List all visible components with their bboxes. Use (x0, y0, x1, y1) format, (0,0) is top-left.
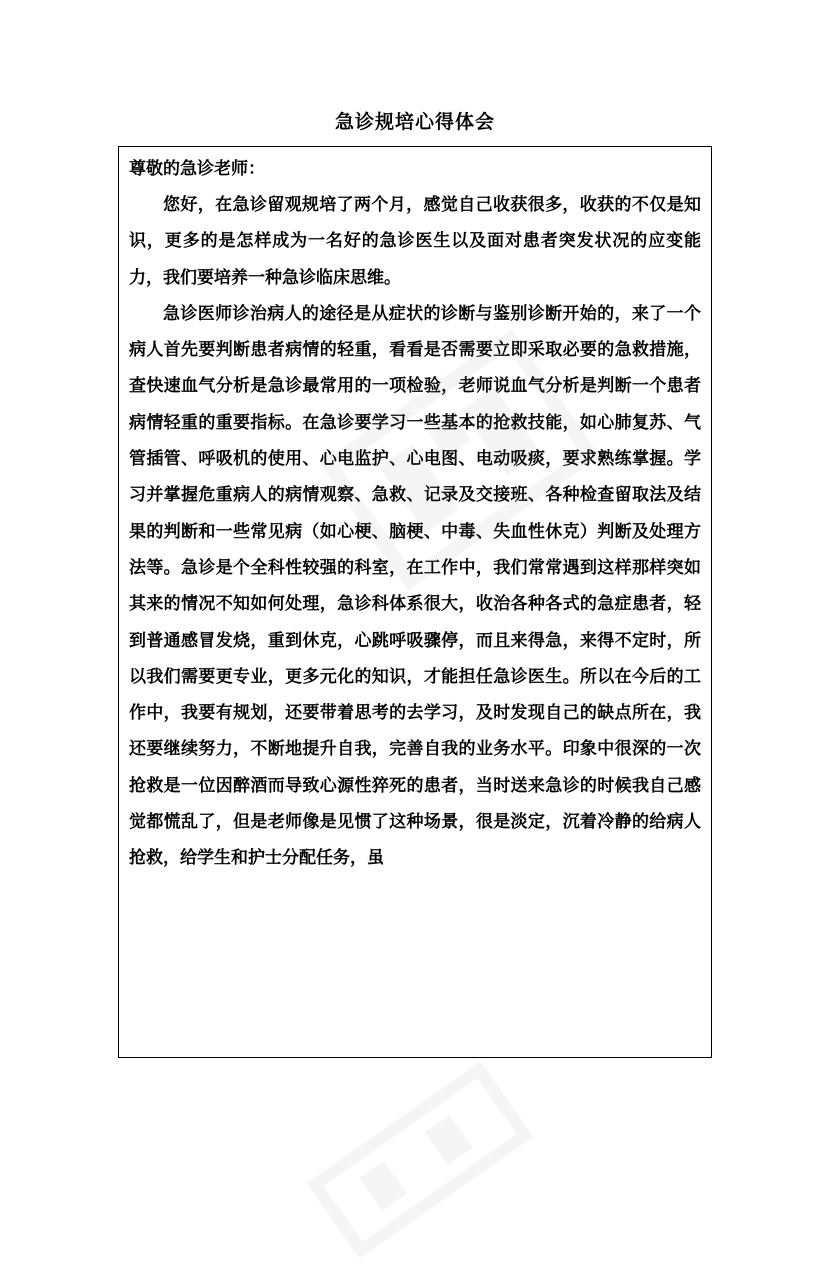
content-box (118, 146, 712, 1058)
salutation: 尊敬的急诊老师： (129, 159, 265, 179)
page-title: 急诊规培心得体会 (334, 111, 495, 133)
watermark-icon (287, 1042, 552, 1278)
paragraph-2: 急诊医师诊治病人的途径是从症状的诊断与鉴别诊断开始的，来了一个病人首先要判断患者病情的轻重，看看是否需要立即采取必要的急救措施，查快速血气分析是急诊最常用的一项检验，老师说血气分析是判断一个患者病情轻重的重要指标。在急诊要学习一些基本的抢救技能，如心肺复苏、气管插管、呼吸机的使用、心电监护、心电图、电动吸痰，要求熟练掌握。学习并掌握危重病人的病情观察、急救、记录及交接班、各种检查留取法及结果的判断和一些常见病（如心梗、脑梗、中毒、失血性休克）判断及处理方法等。急诊是个全科性较强的科室，在工作中，我们常常遇到这样那样突如其来的情况不知如何处理，急诊科体系很大，收治各种各式的急症患者，轻到普通感冒发烧，重到休克，心跳呼吸骤停，而且来得急，来得不定时，所以我们需要更专业，更多元化的知识，才能担任急诊医生。所以在今后的工作中，我要有规划，还要带着思考的去学习，及时发现自己的缺点所在，我还要继续努力，不断地提升自我，完善自我的业务水平。印象中很深的一次抢救是一位因醉酒而导致心源性猝死的患者，当时送来急诊的时候我自己感觉都慌乱了，但是老师像是见惯了这种场景，很是淡定，沉着冷静的给病人抢救，给学生和护士分配任务，虽 (129, 303, 701, 869)
paragraph-1: 您好，在急诊留观规培了两个月，感觉自己收获很多，收获的不仅是知识，更多的是怎样成为一名好的急诊医生以及面对患者突发状况的应变能力，我们要培养一种急诊临床思维。 (129, 195, 701, 288)
